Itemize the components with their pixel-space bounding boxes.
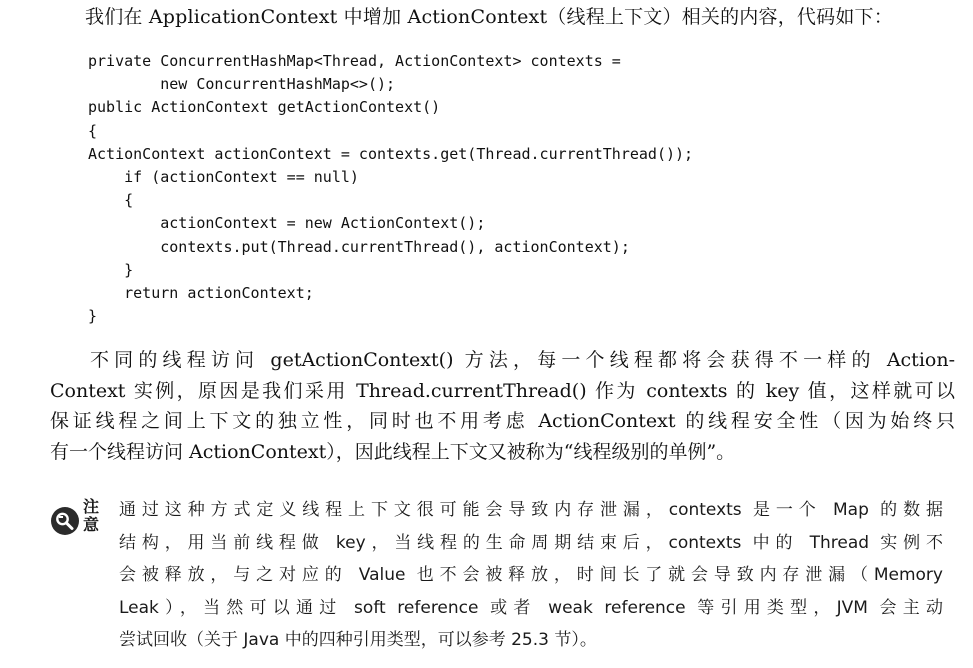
paragraph-line: 有一个线程访问 ActionContext），因此线程上下文又被称为“线程级别的单例”。 [50, 440, 736, 463]
magnifier-note-icon [50, 506, 80, 536]
code-line: ActionContext actionContext = contexts.get(Thread.currentThread()); [88, 144, 694, 163]
code-line: { [88, 121, 98, 140]
note-badge [50, 498, 120, 542]
note-line: 结构，用当前线程做 key，当线程的生命周期结束后，contexts 中的 Thread 实例不 [119, 532, 943, 553]
code-line: new ConcurrentHashMap<>(); [88, 75, 396, 94]
note-label-bottom: 意 [83, 515, 100, 534]
code-line: public ActionContext getActionContext() [88, 98, 441, 117]
paragraph-line: 不同的线程访问 getActionContext() 方法，每一个线程都将会获得不一样的 Action- [90, 349, 955, 371]
explanation-paragraph [50, 345, 955, 467]
note-label [83, 498, 105, 534]
code-line: actionContext = new ActionContext(); [88, 214, 486, 233]
code-line: if (actionContext == null) [88, 167, 359, 186]
intro-text: 我们在 ApplicationContext 中增加 ActionContext（线程上下文）相关的内容，代码如下： [85, 6, 893, 28]
code-line: private ConcurrentHashMap<Thread, ActionContext> contexts = [88, 52, 621, 70]
code-line: contexts.put(Thread.currentThread(), actionContext); [88, 237, 630, 256]
code-line: } [88, 307, 98, 326]
code-line: { [88, 191, 134, 210]
code-line: return actionContext; [88, 283, 314, 302]
note-box [50, 494, 955, 664]
note-text [119, 494, 943, 657]
paragraph-line: Context 实例，原因是我们采用 Thread.currentThread() 作为 contexts 的 key 值，这样就可以 [50, 379, 955, 402]
note-line: 尝试回收（关于 Java 中的四种引用类型，可以参考 25.3 节）。 [119, 630, 597, 651]
note-line: Leak），当然可以通过 soft reference 或者 weak reference 等引用类型，JVM 会主动 [119, 597, 943, 618]
note-line: 会被释放，与之对应的 Value 也不会被释放，时间长了就会导致内存泄漏（Memory [119, 565, 943, 586]
note-label-top: 注 [83, 497, 100, 516]
paragraph-line: 保证线程之间上下文的独立性，同时也不用考虑 ActionContext 的线程安全性（因为始终只 [50, 410, 955, 433]
note-line: 通过这种方式定义线程上下文很可能会导致内存泄漏，contexts 是一个 Map 的数据 [119, 500, 943, 520]
code-line: } [88, 260, 134, 279]
code-block [88, 50, 693, 328]
